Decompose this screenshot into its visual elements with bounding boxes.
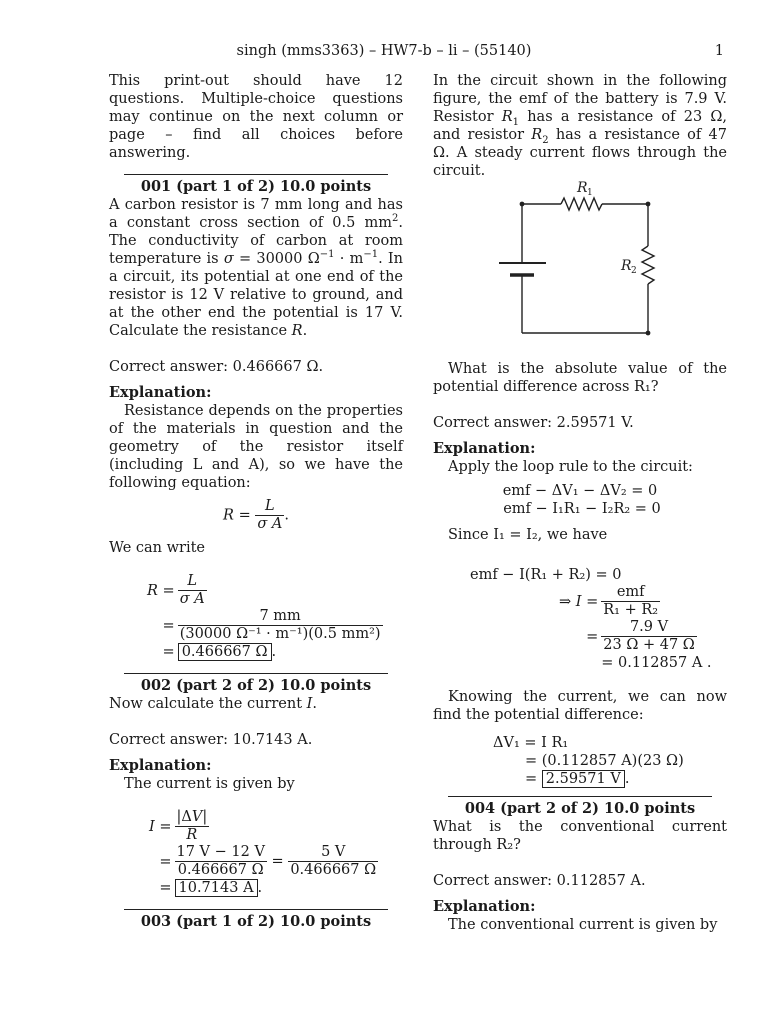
q3-answer-label: Correct answer:	[433, 415, 553, 431]
q3-eq-a: emf − I(R₁ + R₂) = 0	[470, 567, 622, 583]
q3-loop-eq1: emf − ΔV₁ − ΔV₂ = 0	[502, 483, 658, 499]
q3-knowing: Knowing the current, we can now find the potential difference:	[433, 689, 727, 723]
left-column	[109, 72, 403, 931]
divider	[124, 673, 388, 674]
q3-loop-eq2: emf − I₁R₁ − I₂R₂ = 0	[503, 501, 661, 517]
q1-answer: 0.466667 Ω.	[232, 359, 324, 375]
q3-explanation-label: Explanation:	[433, 440, 536, 457]
q1-explanation-label: Explanation:	[109, 384, 212, 401]
q3-setup: In the circuit shown in the following figure, the emf of the battery is 7.9 V. Resistor $R_1$ has a resistance of 23 Ω, and resistor $R_2$ has a resistance of 47 Ω. A steady current flows through the circuit.	[433, 73, 727, 179]
q1-derivation: R = $\frac{L}{\text{σ A}}$ = $\frac{7 mm}{\text{(30000 Ω⁻¹ · m⁻¹)(0.5 mm²)}}$ = 0.466667 Ω .	[147, 573, 381, 660]
q1-explanation-text: Resistance depends on the properties of the materials in question and the geometry of the resistor itself (including L and A), so we have the following equation:	[109, 403, 403, 491]
q3-answer-line	[433, 414, 727, 432]
q3-since: Since I₁ = I₂, we have	[448, 527, 608, 543]
divider	[448, 796, 712, 797]
q1-step-numerator: 7 mm	[259, 608, 301, 624]
divider	[124, 909, 388, 910]
r1-subscript: 1	[587, 188, 593, 198]
q3-dv-line2: = (0.112857 A)(23 Ω)	[525, 753, 684, 769]
q2-heading: 002 (part 2 of 2) 10.0 points	[140, 677, 372, 694]
divider	[124, 174, 388, 175]
q3-question: What is the absolute value of the potential difference across R₁?	[433, 361, 727, 395]
q2-den1: 0.466667 Ω	[175, 861, 267, 879]
q1-boxed-answer: 0.466667 Ω	[178, 643, 272, 661]
q2-num2: 5 V	[321, 844, 346, 860]
right-column	[433, 72, 727, 934]
node	[646, 331, 651, 336]
q4-explanation-label: Explanation:	[433, 898, 536, 915]
q2-num1: 17 V − 12 V	[176, 844, 265, 860]
q1-we-can-write: We can write	[109, 540, 206, 556]
q3-explanation-text: Apply the loop rule to the circuit:	[448, 459, 693, 475]
q3-result: = 0.112857 A .	[601, 655, 712, 671]
q2-explanation-text: The current is given by	[124, 776, 295, 792]
resistor-r2	[642, 246, 654, 284]
q3-num-a: emf	[616, 584, 645, 600]
q2-answer-label: Correct answer:	[109, 732, 229, 748]
q1-heading: 001 (part 1 of 2) 10.0 points	[140, 178, 372, 195]
q4-answer-line	[433, 872, 727, 890]
q3-answer: 2.59571 V.	[556, 415, 634, 431]
resistor-r1	[561, 198, 602, 210]
q2-question: Now calculate the current I.	[109, 696, 317, 712]
q4-answer-label: Correct answer:	[433, 873, 553, 889]
q3-heading: 003 (part 1 of 2) 10.0 points	[140, 913, 372, 930]
r1-label: R	[577, 180, 588, 196]
q1-answer-label: Correct answer:	[109, 359, 229, 375]
q1-question: A carbon resistor is 7 mm long and has a constant cross section of 0.5 $mm^2$. The conductivity of carbon at room temperature is σ = 30000 $\Omega^{-1} \cdot m^{-1}$. In a circuit, its potential at one end of the resistor is 12 V relative to ground, and at the other end the potential is 17 V. Calculate the resistance R.	[109, 197, 403, 339]
q4-heading: 004 (part 2 of 2) 10.0 points	[464, 800, 696, 817]
q1-step-denominator: (30000 Ω⁻¹ · m⁻¹)(0.5 mm²)	[179, 626, 381, 642]
q2-answer-line	[109, 731, 403, 749]
node	[520, 202, 525, 207]
q4-answer: 0.112857 A.	[556, 873, 646, 889]
q3-dv-line1: ΔV₁ = I R₁	[493, 735, 569, 751]
q1-answer-line	[109, 358, 403, 376]
intro-text: This print-out should have 12 questions. Multiple-choice questions may continue on the next column or page – find all choices before answering.	[109, 73, 403, 161]
r2-label: R	[621, 258, 632, 274]
q3-derivation: ⇒ I = $\frac{\text{emf}}{\text{R₁ + R₂}}$ = $\frac{7.9 V}{23 \Omega + 47 \Omega}$ = 0.112857 A .	[559, 584, 712, 671]
q2-derivation: I = $\frac{|\Delta V|}{R}$ = $\frac{17 V - 12 V}{0.466667 \Omega}$ = $\frac{5 V}{0.466667 \Omega}$ = 10.7143 A .	[149, 809, 377, 896]
r2-subscript: 2	[631, 266, 637, 276]
q1-formula: R = $\frac{L}{\text{σ A}}$ .	[223, 498, 289, 532]
q3-den-a: R₁ + R₂	[603, 602, 659, 618]
q2-explanation-label: Explanation:	[109, 757, 212, 774]
q2-den2: 0.466667 Ω	[290, 862, 377, 878]
q3-boxed-answer: 2.59571 V	[542, 770, 625, 788]
q3-num-b: 7.9 V	[629, 619, 669, 635]
page-number: 1	[714, 43, 724, 59]
q3-den-b: 23 Ω + 47 Ω	[603, 637, 695, 653]
header-title: singh (mms3363) – HW7-b – li – (55140)	[236, 43, 532, 59]
q3-dv-line3: = 2.59571 V .	[525, 771, 630, 787]
node	[646, 202, 651, 207]
q2-boxed-answer: 10.7143 A	[175, 879, 258, 897]
circuit-diagram	[433, 180, 727, 350]
q4-explanation-text: The conventional current is given by	[448, 917, 718, 933]
page-header	[0, 42, 768, 62]
q2-answer: 10.7143 A.	[232, 732, 313, 748]
q4-question: What is the conventional current through R₂?	[433, 819, 727, 853]
